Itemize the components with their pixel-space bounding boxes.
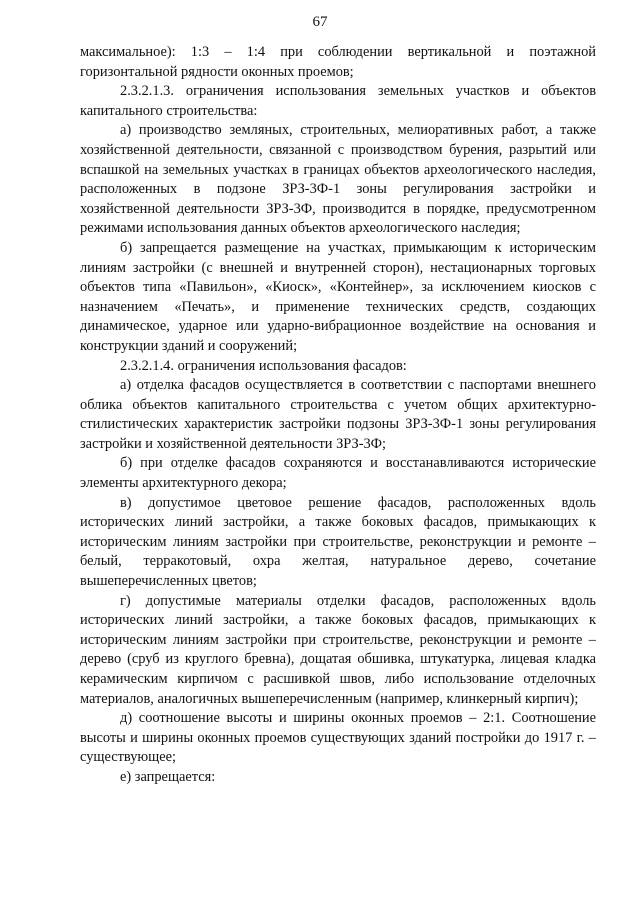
paragraph: д) соотношение высоты и ширины оконных проемов – 2:1. Соотношение высоты и ширины оконных проемов существующих зданий постройки до 1917 г. – существующее; [80,710,596,766]
paragraph: а) производство земляных, строительных, мелиоративных работ, а также хозяйственной деятельности, связанной с производством бурения, разрытий или вспашкой на земельных участках в границах объектов археологического наследия, расположенных в подзоне ЗРЗ-3Ф-1 зоны регулирования застройки и хозяйственной деятельности ЗРЗ-3Ф, производится в порядке, предусмотренном режимами использования данных объектов археологического наследия; [80,122,596,237]
paragraph: е) запрещается: [120,768,216,785]
paragraph: 2.3.2.1.3. ограничения использования земельных участков и объектов капитального строительства: [80,83,596,119]
paragraph: 2.3.2.1.4. ограничения использования фасадов: [120,357,407,374]
paragraph: максимальное): 1:3 – 1:4 при соблюдении вертикальной и поэтажной горизонтальной рядности оконных проемов; [80,44,596,80]
paragraph: б) запрещается размещение на участках, примыкающим к историческим линиям застройки (с внешней и внутренней сторон), нестационарных торговых объектов типа «Павильон», «Киоск», «Контейнер», за исключением киосков с назначением «Печать», и применение технических средств, создающих динамическое, ударное или ударно-вибрационное воздействие на основания и конструкции зданий и сооружений; [80,239,596,354]
document-body [80,43,596,788]
paragraph: а) отделка фасадов осуществляется в соответствии с паспортами внешнего облика объектов капитального строительства с учетом общих архитектурно-стилистических характеристик застройки подзоны ЗРЗ-3Ф-1 зоны регулирования застройки и хозяйственной деятельности ЗРЗ-3Ф; [80,377,596,452]
paragraph: г) допустимые материалы отделки фасадов, расположенных вдоль исторических линий застройки, а также боковых фасадов, примыкающих к историческим линиям застройки при строительстве, реконструкции и ремонте – дерево (сруб из круглого бревна), дощатая обшивка, штукатурка, лицевая кладка керамическим кирпичом с расшивкой швов, либо использование отделочных материалов, аналогичных вышеперечисленным (например, клинкерный кирпич); [80,592,596,707]
page-number: 67 [312,14,328,30]
paragraph: б) при отделке фасадов сохраняются и восстанавливаются исторические элементы архитектурного декора; [80,455,596,492]
paragraph: в) допустимое цветовое решение фасадов, расположенных вдоль исторических линий застройки, а также боковых фасадов, примыкающих к историческим линиям застройки при строительстве, реконструкции и ремонте – белый, терракотовый, охра желтая, натуральное дерево, сочетание вышеперечисленных цветов; [80,494,596,590]
